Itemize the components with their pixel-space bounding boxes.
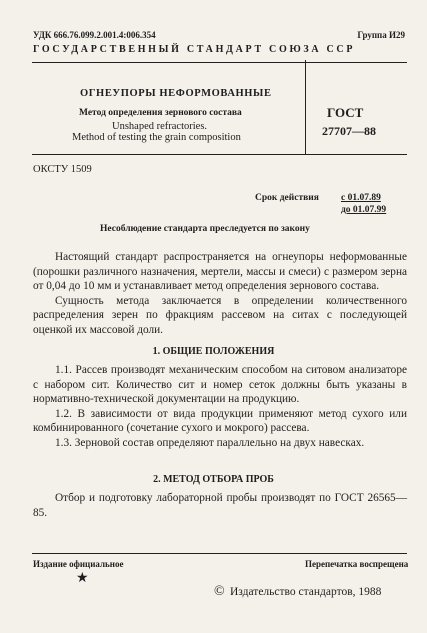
- title-divider: [305, 60, 306, 154]
- document-title: ОГНЕУПОРЫ НЕФОРМОВАННЫЕ: [80, 88, 272, 99]
- star-icon: ★: [76, 571, 89, 586]
- official-edition: Издание официальное: [33, 559, 124, 569]
- gost-number: 27707—88: [322, 124, 376, 138]
- clause-1-2: 1.2. В зависимости от вида продукции применяют метод сухого или комбинированного (сочетание сухого и мокрого) рассева.: [33, 407, 407, 435]
- header-rule: [32, 62, 407, 63]
- group-code: Группа И29: [357, 30, 405, 40]
- reprint-prohibited: Перепечатка воспрещена: [305, 559, 409, 569]
- english-title-line-2: Method of testing the grain composition: [72, 132, 241, 143]
- okstu-code: ОКСТУ 1509: [33, 164, 92, 175]
- document-subtitle: Метод определения зернового состава: [79, 108, 242, 118]
- validity-label: Срок действия: [255, 193, 319, 203]
- section-2-paragraph: Отбор и подготовку лабораторной пробы производят по ГОСТ 26565—85.: [33, 492, 407, 519]
- section-1-heading: 1. ОБЩИЕ ПОЛОЖЕНИЯ: [152, 346, 275, 357]
- clause-1-1: 1.1. Рассев производят механическим способом на ситовом анализаторе с набором сит. Количество сит и номер сеток должны быть указаны в нормативно-технической документации на продукцию.: [33, 364, 407, 406]
- title-rule: [32, 154, 407, 155]
- english-title-line-1: Unshaped refractories.: [112, 121, 208, 132]
- gost-label: ГОСТ: [327, 105, 364, 120]
- penalty-note: Несоблюдение стандарта преследуется по закону: [100, 224, 310, 234]
- intro-paragraph-1: Настоящий стандарт распространяется на огнеупоры неформованные (порошки различного назначения, мертели, массы и смеси) с размером зерна от 0,04 до 10 мм и устанавливает метод определения зернового состава.: [33, 251, 407, 293]
- copyright-icon: ©: [214, 584, 225, 599]
- section-2-heading: 2. МЕТОД ОТБОРА ПРОБ: [153, 474, 274, 485]
- validity-to: до 01.07.99: [341, 205, 387, 215]
- intro-paragraph-2: Сущность метода заключается в определении количественного распределения зерен по фракциям рассевом на ситах с последующей оценкой их массовой доли.: [33, 294, 407, 336]
- udk-code: УДК 666.76.099.2.001.4:006.354: [33, 30, 156, 40]
- clause-1-3: 1.3. Зерновой состав определяют параллельно на двух навесках.: [55, 436, 365, 449]
- footer-rule: [32, 553, 407, 554]
- copyright-text: Издательство стандартов, 1988: [230, 586, 382, 598]
- validity-from: с 01.07.89: [341, 193, 381, 203]
- intro-text: [33, 250, 407, 338]
- section-1-text: [33, 363, 407, 451]
- section-2-text: [33, 491, 407, 520]
- state-standard-heading: ГОСУДАРСТВЕННЫЙ СТАНДАРТ СОЮЗА ССР: [33, 44, 356, 55]
